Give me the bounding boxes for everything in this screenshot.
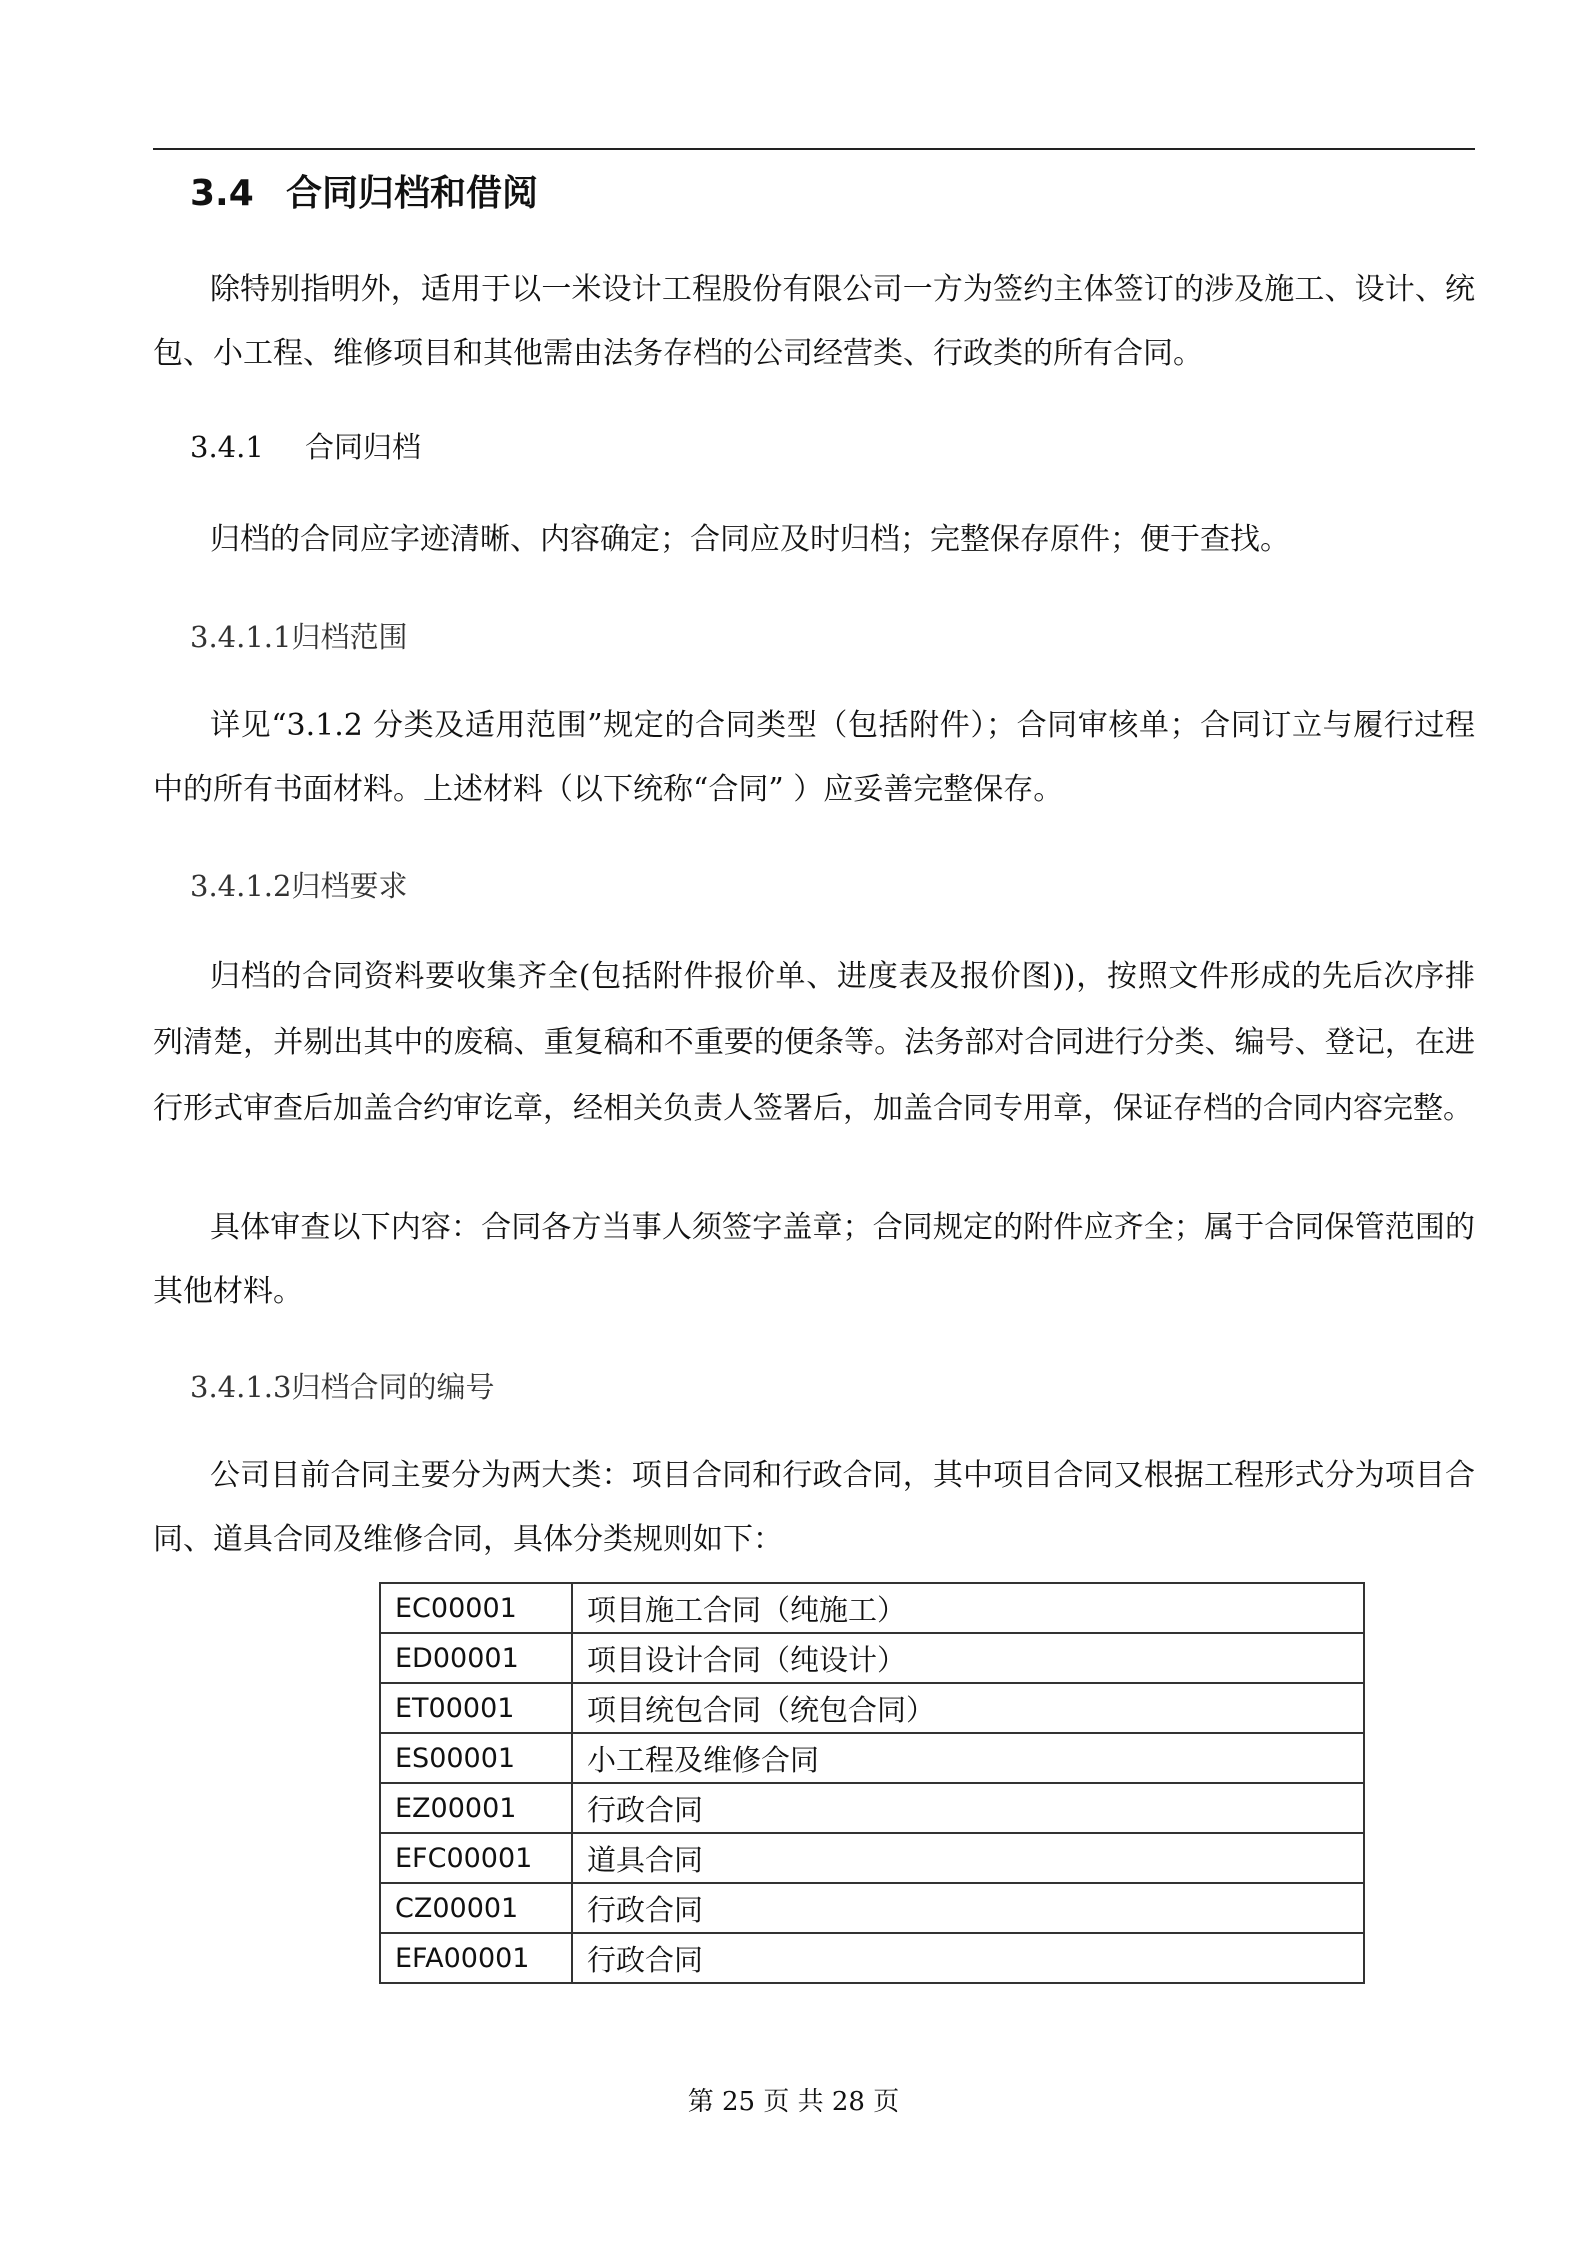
header-rule [153, 148, 1475, 150]
paragraph-341: 归档的合同应字迹清晰、内容确定；合同应及时归档；完整保存原件；便于查找。 [210, 522, 1290, 557]
section-title: 合同归档和借阅 [286, 173, 539, 214]
subsection-heading-3411: 3.4.1.1归档范围 [190, 620, 408, 654]
table-row [380, 1583, 1364, 1633]
subsection-heading-3412: 3.4.1.2归档要求 [190, 869, 408, 903]
contract-type: 小工程及维修合同 [572, 1733, 1364, 1783]
subsection-number: 3.4.1 [190, 430, 264, 464]
contract-type: 行政合同 [572, 1933, 1364, 1983]
table-row [380, 1883, 1364, 1933]
subsection-heading-3413: 3.4.1.3归档合同的编号 [190, 1370, 495, 1404]
paragraph-3411: 详见“3.1.2 分类及适用范围”规定的合同类型（包括附件）；合同审核单；合同订立与履行过程中的所有书面材料。上述材料（以下统称“合同” ）应妥善完整保存。 [153, 708, 1475, 807]
table-row [380, 1633, 1364, 1683]
contract-type: 行政合同 [572, 1783, 1364, 1833]
contract-type: 项目设计合同（纯设计） [572, 1633, 1364, 1683]
table-row [380, 1933, 1364, 1983]
table-row [380, 1683, 1364, 1733]
intro-paragraph: 除特别指明外，适用于以一米设计工程股份有限公司一方为签约主体签订的涉及施工、设计、统包、小工程、维修项目和其他需由法务存档的公司经营类、行政类的所有合同。 [153, 272, 1475, 371]
contract-type: 项目统包合同（统包合同） [572, 1683, 1364, 1733]
contract-code-table [379, 1582, 1365, 1984]
paragraph-3412-b: 具体审查以下内容：合同各方当事人须签字盖章；合同规定的附件应齐全；属于合同保管范围的其他材料。 [153, 1210, 1475, 1309]
paragraph-3413: 公司目前合同主要分为两大类：项目合同和行政合同，其中项目合同又根据工程形式分为项目合同、道具合同及维修合同，具体分类规则如下： [153, 1458, 1475, 1557]
contract-type: 项目施工合同（纯施工） [572, 1583, 1364, 1633]
contract-type: 道具合同 [572, 1833, 1364, 1883]
page-footer: 第 25 页 共 28 页 [687, 2087, 900, 2117]
contract-code: CZ00001 [380, 1883, 572, 1933]
contract-code: ED00001 [380, 1633, 572, 1683]
contract-code: ET00001 [380, 1683, 572, 1733]
table-row [380, 1833, 1364, 1883]
section-heading [190, 166, 538, 222]
contract-code: EFA00001 [380, 1933, 572, 1983]
table-row [380, 1733, 1364, 1783]
contract-type: 行政合同 [572, 1883, 1364, 1933]
subsection-title: 合同归档 [305, 430, 422, 464]
contract-code: EC00001 [380, 1583, 572, 1633]
paragraph-3412-a: 归档的合同资料要收集齐全(包括附件报价单、进度表及报价图))，按照文件形成的先后次序排列清楚，并剔出其中的废稿、重复稿和不重要的便条等。法务部对合同进行分类、编号、登记，在进行形式审查后加盖合约审讫章，经相关负责人签署后，加盖合同专用章，保证存档的合同内容完整。 [153, 959, 1475, 1126]
section-number: 3.4 [190, 173, 254, 214]
contract-code: EZ00001 [380, 1783, 572, 1833]
contract-code: ES00001 [380, 1733, 572, 1783]
subsection-heading-341 [190, 423, 421, 471]
table-row [380, 1783, 1364, 1833]
contract-code: EFC00001 [380, 1833, 572, 1883]
